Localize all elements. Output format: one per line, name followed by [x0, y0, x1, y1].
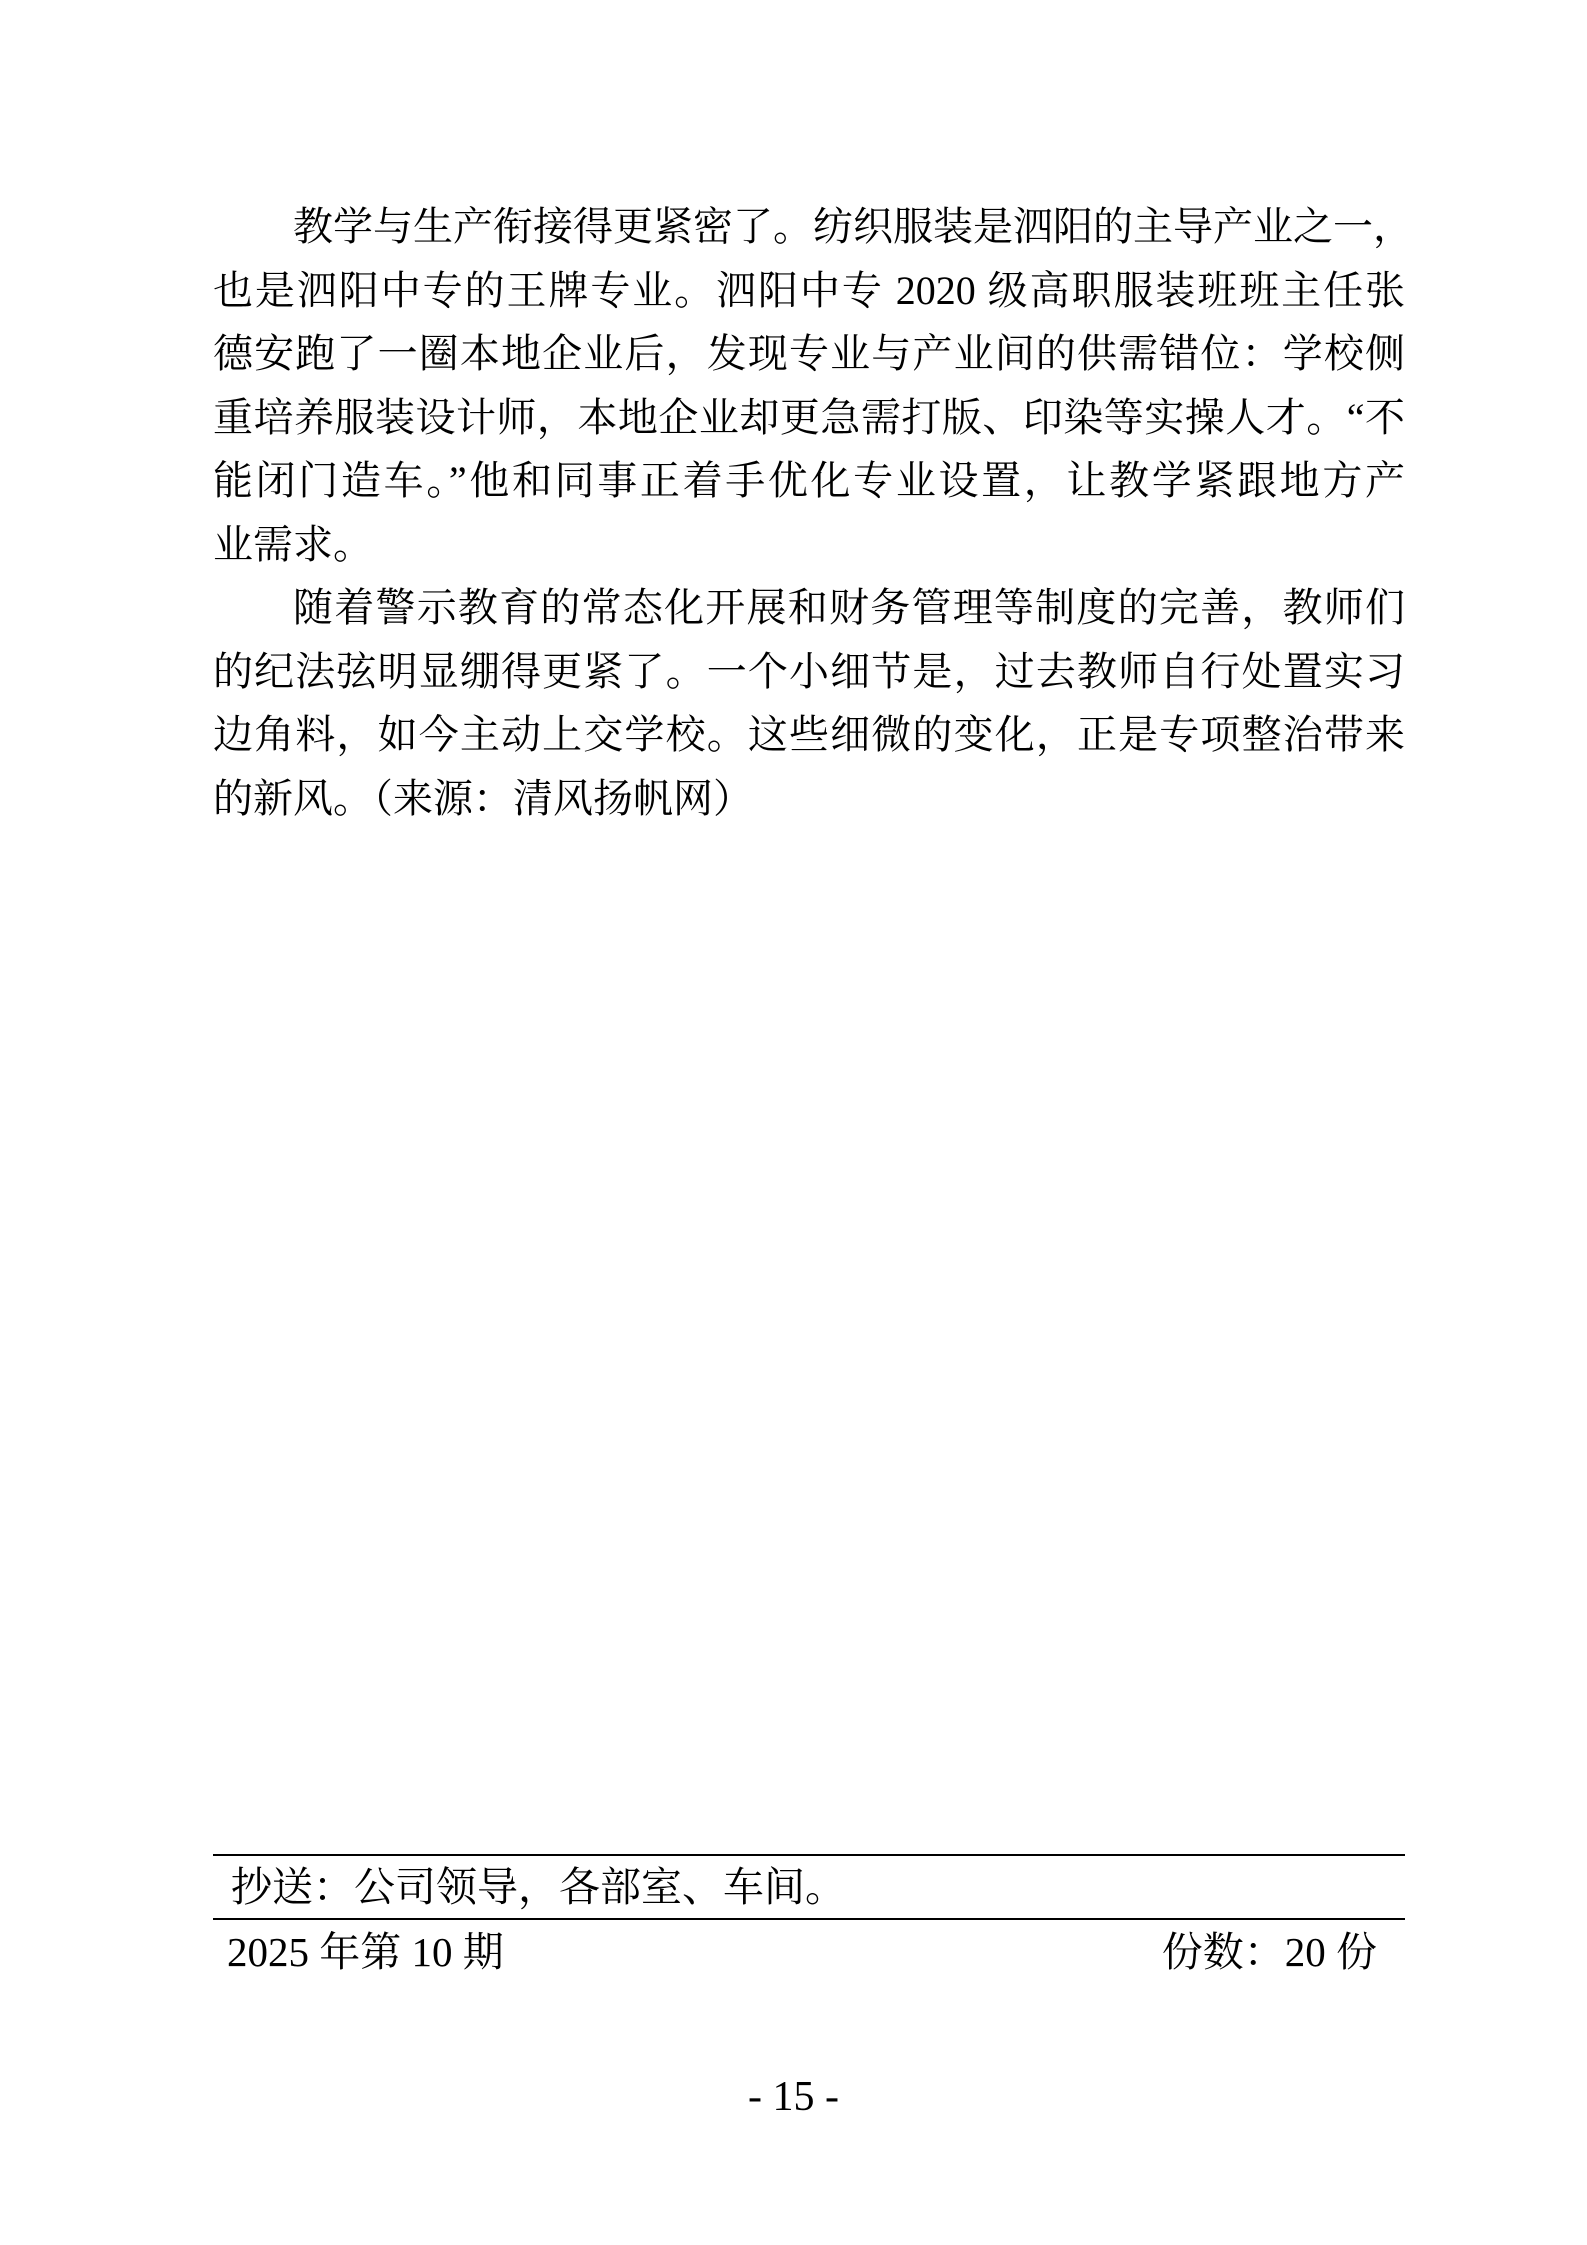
footer-issue-number: 2025 年第 10 期: [227, 1929, 504, 1975]
page-number: - 15 -: [748, 2074, 839, 2120]
body-line: 德安跑了一圈本地企业后，发现专业与产业间的供需错位：学校侧: [213, 331, 1405, 376]
body-line: 能闭门造车。”他和同事正着手优化专业设置，让教学紧跟地方产: [213, 458, 1405, 503]
footer-rule-middle: [213, 1918, 1405, 1920]
footer-copies-count: 份数：20 份: [1161, 1929, 1377, 1975]
body-line: 的纪法弦明显绷得更紧了。一个小细节是，过去教师自行处置实习: [213, 648, 1405, 694]
body-line: 业需求。: [213, 521, 373, 567]
document-body: [213, 195, 1413, 830]
footer-copy-to-line: 抄送：公司领导，各部室、车间。: [231, 1864, 846, 1910]
body-line: 的新风。（来源：清风扬帆网）: [213, 775, 753, 821]
body-line: 边角料，如今主动上交学校。这些细微的变化，正是专项整治带来: [213, 712, 1405, 757]
body-line: 教学与生产衔接得更紧密了。纺织服装是泗阳的主导产业之一，: [293, 204, 1413, 249]
body-line: 随着警示教育的常态化开展和财务管理等制度的完善，教师们: [293, 585, 1405, 630]
paragraph: [213, 195, 1413, 576]
footer-issue-row: [213, 1922, 1405, 1982]
body-line: 重培养服装设计师，本地企业却更急需打版、印染等实操人才。“不: [213, 394, 1405, 440]
body-line: 也是泗阳中专的王牌专业。泗阳中专 2020 级高职服装班班主任张: [213, 267, 1405, 313]
paragraph: [213, 576, 1405, 830]
